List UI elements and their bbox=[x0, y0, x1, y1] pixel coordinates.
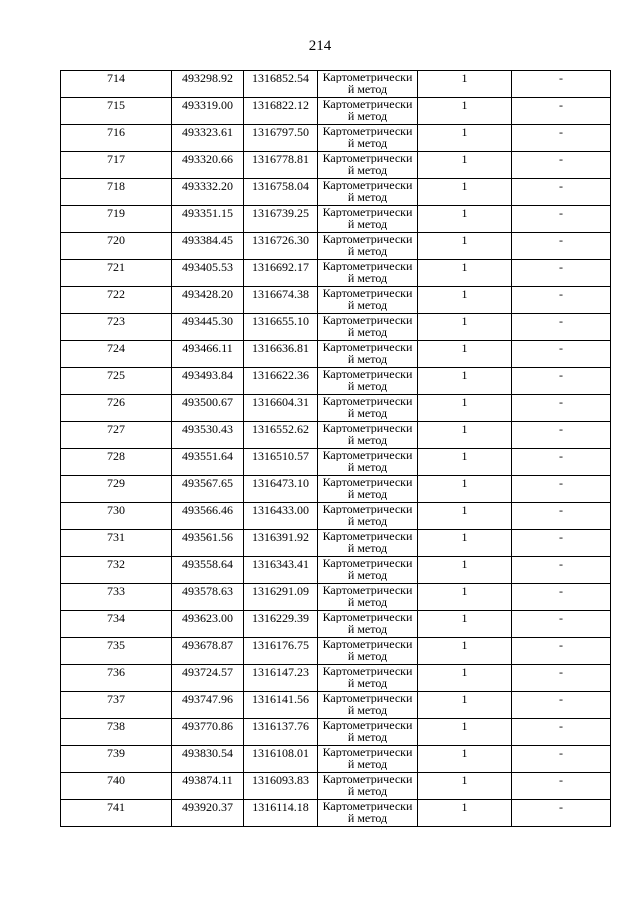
accuracy-cell: 1 bbox=[418, 368, 512, 395]
y-coordinate-cell: 1316108.01 bbox=[244, 746, 318, 773]
method-text-line1: Картометрически bbox=[322, 719, 413, 731]
point-number-cell: 740 bbox=[61, 773, 172, 800]
method-text-line1: Картометрически bbox=[322, 746, 413, 758]
table-row bbox=[61, 773, 611, 800]
description-cell: - bbox=[512, 125, 611, 152]
coordinates-table bbox=[60, 70, 611, 827]
point-number-cell: 726 bbox=[61, 395, 172, 422]
method-cell bbox=[318, 530, 418, 557]
method-text-line1: Картометрически bbox=[322, 368, 413, 380]
description-cell: - bbox=[512, 260, 611, 287]
accuracy-cell: 1 bbox=[418, 152, 512, 179]
point-number-cell: 715 bbox=[61, 98, 172, 125]
accuracy-cell: 1 bbox=[418, 179, 512, 206]
x-coordinate-cell: 493298.92 bbox=[172, 71, 244, 98]
x-coordinate-cell: 493332.20 bbox=[172, 179, 244, 206]
method-text-line2: й метод bbox=[347, 704, 388, 716]
method-cell bbox=[318, 125, 418, 152]
method-text-line2: й метод bbox=[347, 272, 388, 284]
method-cell bbox=[318, 746, 418, 773]
accuracy-cell: 1 bbox=[418, 422, 512, 449]
description-cell: - bbox=[512, 557, 611, 584]
method-cell bbox=[318, 71, 418, 98]
method-text-line1: Картометрически bbox=[322, 665, 413, 677]
point-number-cell: 733 bbox=[61, 584, 172, 611]
method-cell bbox=[318, 557, 418, 584]
method-cell bbox=[318, 611, 418, 638]
table-row bbox=[61, 395, 611, 422]
x-coordinate-cell: 493874.11 bbox=[172, 773, 244, 800]
page-number: 214 bbox=[308, 38, 332, 54]
description-cell: - bbox=[512, 611, 611, 638]
method-cell bbox=[318, 152, 418, 179]
method-text-line1: Картометрически bbox=[322, 692, 413, 704]
accuracy-cell: 1 bbox=[418, 341, 512, 368]
y-coordinate-cell: 1316137.76 bbox=[244, 719, 318, 746]
x-coordinate-cell: 493320.66 bbox=[172, 152, 244, 179]
method-text-line2: й метод bbox=[347, 461, 388, 473]
accuracy-cell: 1 bbox=[418, 557, 512, 584]
y-coordinate-cell: 1316622.36 bbox=[244, 368, 318, 395]
method-text-line2: й метод bbox=[347, 731, 388, 743]
table-row bbox=[61, 665, 611, 692]
method-text-line2: й метод bbox=[347, 245, 388, 257]
coordinates-table-body bbox=[61, 71, 611, 827]
method-cell bbox=[318, 341, 418, 368]
method-cell bbox=[318, 314, 418, 341]
point-number-cell: 734 bbox=[61, 611, 172, 638]
point-number-cell: 737 bbox=[61, 692, 172, 719]
point-number-cell: 719 bbox=[61, 206, 172, 233]
description-cell: - bbox=[512, 341, 611, 368]
y-coordinate-cell: 1316692.17 bbox=[244, 260, 318, 287]
accuracy-cell: 1 bbox=[418, 746, 512, 773]
point-number-cell: 724 bbox=[61, 341, 172, 368]
method-text-line2: й метод bbox=[347, 299, 388, 311]
method-text-line1: Картометрически bbox=[322, 206, 413, 218]
description-cell: - bbox=[512, 368, 611, 395]
accuracy-cell: 1 bbox=[418, 692, 512, 719]
x-coordinate-cell: 493920.37 bbox=[172, 800, 244, 827]
method-cell bbox=[318, 719, 418, 746]
point-number-cell: 727 bbox=[61, 422, 172, 449]
method-text-line1: Картометрически bbox=[322, 584, 413, 596]
accuracy-cell: 1 bbox=[418, 206, 512, 233]
y-coordinate-cell: 1316291.09 bbox=[244, 584, 318, 611]
method-text-line2: й метод bbox=[347, 488, 388, 500]
method-text-line1: Картометрически bbox=[322, 800, 413, 812]
method-text-line2: й метод bbox=[347, 758, 388, 770]
table-row bbox=[61, 503, 611, 530]
point-number-cell: 729 bbox=[61, 476, 172, 503]
method-text-line1: Картометрически bbox=[322, 125, 413, 137]
description-cell: - bbox=[512, 665, 611, 692]
table-row bbox=[61, 638, 611, 665]
description-cell: - bbox=[512, 422, 611, 449]
accuracy-cell: 1 bbox=[418, 98, 512, 125]
method-cell bbox=[318, 260, 418, 287]
description-cell: - bbox=[512, 503, 611, 530]
method-cell bbox=[318, 206, 418, 233]
x-coordinate-cell: 493551.64 bbox=[172, 449, 244, 476]
table-row bbox=[61, 152, 611, 179]
x-coordinate-cell: 493500.67 bbox=[172, 395, 244, 422]
description-cell: - bbox=[512, 98, 611, 125]
point-number-cell: 723 bbox=[61, 314, 172, 341]
method-text-line1: Картометрически bbox=[322, 476, 413, 488]
method-text-line2: й метод bbox=[347, 434, 388, 446]
description-cell: - bbox=[512, 179, 611, 206]
method-text-line1: Картометрически bbox=[322, 287, 413, 299]
method-text-line1: Картометрически bbox=[322, 152, 413, 164]
accuracy-cell: 1 bbox=[418, 260, 512, 287]
description-cell: - bbox=[512, 314, 611, 341]
table-row bbox=[61, 98, 611, 125]
description-cell: - bbox=[512, 476, 611, 503]
table-row bbox=[61, 530, 611, 557]
accuracy-cell: 1 bbox=[418, 800, 512, 827]
point-number-cell: 731 bbox=[61, 530, 172, 557]
table-row bbox=[61, 800, 611, 827]
method-text-line2: й метод bbox=[347, 326, 388, 338]
y-coordinate-cell: 1316674.38 bbox=[244, 287, 318, 314]
method-text-line1: Картометрически bbox=[322, 395, 413, 407]
table-row bbox=[61, 341, 611, 368]
x-coordinate-cell: 493445.30 bbox=[172, 314, 244, 341]
description-cell: - bbox=[512, 152, 611, 179]
point-number-cell: 730 bbox=[61, 503, 172, 530]
y-coordinate-cell: 1316229.39 bbox=[244, 611, 318, 638]
y-coordinate-cell: 1316343.41 bbox=[244, 557, 318, 584]
description-cell: - bbox=[512, 584, 611, 611]
x-coordinate-cell: 493405.53 bbox=[172, 260, 244, 287]
x-coordinate-cell: 493558.64 bbox=[172, 557, 244, 584]
method-text-line2: й метод bbox=[347, 218, 388, 230]
method-text-line1: Картометрически bbox=[322, 530, 413, 542]
x-coordinate-cell: 493384.45 bbox=[172, 233, 244, 260]
method-text-line2: й метод bbox=[347, 137, 388, 149]
accuracy-cell: 1 bbox=[418, 719, 512, 746]
method-text-line2: й метод bbox=[347, 785, 388, 797]
x-coordinate-cell: 493566.46 bbox=[172, 503, 244, 530]
y-coordinate-cell: 1316114.18 bbox=[244, 800, 318, 827]
x-coordinate-cell: 493724.57 bbox=[172, 665, 244, 692]
method-cell bbox=[318, 422, 418, 449]
x-coordinate-cell: 493770.86 bbox=[172, 719, 244, 746]
x-coordinate-cell: 493578.63 bbox=[172, 584, 244, 611]
method-text-line1: Картометрически bbox=[322, 71, 413, 83]
method-text-line2: й метод bbox=[347, 542, 388, 554]
accuracy-cell: 1 bbox=[418, 530, 512, 557]
accuracy-cell: 1 bbox=[418, 638, 512, 665]
x-coordinate-cell: 493319.00 bbox=[172, 98, 244, 125]
description-cell: - bbox=[512, 71, 611, 98]
method-cell bbox=[318, 692, 418, 719]
method-text-line2: й метод bbox=[347, 596, 388, 608]
accuracy-cell: 1 bbox=[418, 233, 512, 260]
y-coordinate-cell: 1316739.25 bbox=[244, 206, 318, 233]
x-coordinate-cell: 493351.15 bbox=[172, 206, 244, 233]
x-coordinate-cell: 493623.00 bbox=[172, 611, 244, 638]
method-text-line2: й метод bbox=[347, 569, 388, 581]
y-coordinate-cell: 1316726.30 bbox=[244, 233, 318, 260]
accuracy-cell: 1 bbox=[418, 287, 512, 314]
method-text-line2: й метод bbox=[347, 623, 388, 635]
accuracy-cell: 1 bbox=[418, 584, 512, 611]
table-row bbox=[61, 314, 611, 341]
table-row bbox=[61, 125, 611, 152]
table-row bbox=[61, 611, 611, 638]
accuracy-cell: 1 bbox=[418, 125, 512, 152]
method-text-line2: й метод bbox=[347, 677, 388, 689]
method-cell bbox=[318, 179, 418, 206]
y-coordinate-cell: 1316176.75 bbox=[244, 638, 318, 665]
method-cell bbox=[318, 287, 418, 314]
method-text-line1: Картометрически bbox=[322, 773, 413, 785]
point-number-cell: 741 bbox=[61, 800, 172, 827]
table-row bbox=[61, 557, 611, 584]
description-cell: - bbox=[512, 719, 611, 746]
table-row bbox=[61, 584, 611, 611]
point-number-cell: 738 bbox=[61, 719, 172, 746]
point-number-cell: 717 bbox=[61, 152, 172, 179]
method-text-line1: Картометрически bbox=[322, 98, 413, 110]
accuracy-cell: 1 bbox=[418, 314, 512, 341]
method-cell bbox=[318, 800, 418, 827]
method-text-line1: Картометрически bbox=[322, 260, 413, 272]
accuracy-cell: 1 bbox=[418, 773, 512, 800]
y-coordinate-cell: 1316391.92 bbox=[244, 530, 318, 557]
method-text-line1: Картометрически bbox=[322, 341, 413, 353]
y-coordinate-cell: 1316473.10 bbox=[244, 476, 318, 503]
method-cell bbox=[318, 368, 418, 395]
description-cell: - bbox=[512, 449, 611, 476]
method-text-line2: й метод bbox=[347, 380, 388, 392]
table-row bbox=[61, 287, 611, 314]
table-row bbox=[61, 71, 611, 98]
table-row bbox=[61, 746, 611, 773]
method-cell bbox=[318, 773, 418, 800]
point-number-cell: 732 bbox=[61, 557, 172, 584]
accuracy-cell: 1 bbox=[418, 503, 512, 530]
point-number-cell: 739 bbox=[61, 746, 172, 773]
y-coordinate-cell: 1316655.10 bbox=[244, 314, 318, 341]
y-coordinate-cell: 1316852.54 bbox=[244, 71, 318, 98]
method-cell bbox=[318, 665, 418, 692]
method-cell bbox=[318, 503, 418, 530]
method-cell bbox=[318, 638, 418, 665]
table-row bbox=[61, 260, 611, 287]
x-coordinate-cell: 493323.61 bbox=[172, 125, 244, 152]
accuracy-cell: 1 bbox=[418, 449, 512, 476]
table-row bbox=[61, 206, 611, 233]
description-cell: - bbox=[512, 800, 611, 827]
method-text-line1: Картометрически bbox=[322, 611, 413, 623]
description-cell: - bbox=[512, 287, 611, 314]
x-coordinate-cell: 493466.11 bbox=[172, 341, 244, 368]
method-text-line1: Картометрически bbox=[322, 179, 413, 191]
point-number-cell: 718 bbox=[61, 179, 172, 206]
table-row bbox=[61, 719, 611, 746]
method-text-line2: й метод bbox=[347, 353, 388, 365]
y-coordinate-cell: 1316510.57 bbox=[244, 449, 318, 476]
x-coordinate-cell: 493747.96 bbox=[172, 692, 244, 719]
accuracy-cell: 1 bbox=[418, 665, 512, 692]
table-row bbox=[61, 449, 611, 476]
y-coordinate-cell: 1316758.04 bbox=[244, 179, 318, 206]
table-row bbox=[61, 422, 611, 449]
y-coordinate-cell: 1316778.81 bbox=[244, 152, 318, 179]
method-text-line2: й метод bbox=[347, 650, 388, 662]
x-coordinate-cell: 493830.54 bbox=[172, 746, 244, 773]
point-number-cell: 736 bbox=[61, 665, 172, 692]
point-number-cell: 728 bbox=[61, 449, 172, 476]
y-coordinate-cell: 1316141.56 bbox=[244, 692, 318, 719]
x-coordinate-cell: 493530.43 bbox=[172, 422, 244, 449]
description-cell: - bbox=[512, 746, 611, 773]
method-cell bbox=[318, 233, 418, 260]
y-coordinate-cell: 1316636.81 bbox=[244, 341, 318, 368]
y-coordinate-cell: 1316604.31 bbox=[244, 395, 318, 422]
method-cell bbox=[318, 98, 418, 125]
description-cell: - bbox=[512, 773, 611, 800]
description-cell: - bbox=[512, 395, 611, 422]
method-text-line1: Картометрически bbox=[322, 557, 413, 569]
x-coordinate-cell: 493678.87 bbox=[172, 638, 244, 665]
x-coordinate-cell: 493428.20 bbox=[172, 287, 244, 314]
method-text-line1: Картометрически bbox=[322, 422, 413, 434]
method-text-line1: Картометрически bbox=[322, 638, 413, 650]
y-coordinate-cell: 1316552.62 bbox=[244, 422, 318, 449]
description-cell: - bbox=[512, 692, 611, 719]
table-row bbox=[61, 692, 611, 719]
accuracy-cell: 1 bbox=[418, 395, 512, 422]
method-text-line1: Картометрически bbox=[322, 233, 413, 245]
method-text-line1: Картометрически bbox=[322, 314, 413, 326]
point-number-cell: 721 bbox=[61, 260, 172, 287]
point-number-cell: 720 bbox=[61, 233, 172, 260]
method-cell bbox=[318, 449, 418, 476]
point-number-cell: 735 bbox=[61, 638, 172, 665]
accuracy-cell: 1 bbox=[418, 71, 512, 98]
y-coordinate-cell: 1316822.12 bbox=[244, 98, 318, 125]
x-coordinate-cell: 493567.65 bbox=[172, 476, 244, 503]
point-number-cell: 716 bbox=[61, 125, 172, 152]
y-coordinate-cell: 1316093.83 bbox=[244, 773, 318, 800]
method-text-line2: й метод bbox=[347, 812, 388, 824]
x-coordinate-cell: 493493.84 bbox=[172, 368, 244, 395]
method-text-line2: й метод bbox=[347, 407, 388, 419]
point-number-cell: 714 bbox=[61, 71, 172, 98]
description-cell: - bbox=[512, 206, 611, 233]
table-row bbox=[61, 368, 611, 395]
method-text-line1: Картометрически bbox=[322, 449, 413, 461]
y-coordinate-cell: 1316797.50 bbox=[244, 125, 318, 152]
method-text-line2: й метод bbox=[347, 164, 388, 176]
point-number-cell: 725 bbox=[61, 368, 172, 395]
accuracy-cell: 1 bbox=[418, 476, 512, 503]
table-row bbox=[61, 476, 611, 503]
accuracy-cell: 1 bbox=[418, 611, 512, 638]
method-cell bbox=[318, 584, 418, 611]
method-text-line2: й метод bbox=[347, 83, 388, 95]
table-row bbox=[61, 233, 611, 260]
point-number-cell: 722 bbox=[61, 287, 172, 314]
method-text-line2: й метод bbox=[347, 191, 388, 203]
method-cell bbox=[318, 476, 418, 503]
method-text-line2: й метод bbox=[347, 110, 388, 122]
y-coordinate-cell: 1316147.23 bbox=[244, 665, 318, 692]
table-row bbox=[61, 179, 611, 206]
description-cell: - bbox=[512, 530, 611, 557]
x-coordinate-cell: 493561.56 bbox=[172, 530, 244, 557]
method-text-line2: й метод bbox=[347, 515, 388, 527]
description-cell: - bbox=[512, 638, 611, 665]
y-coordinate-cell: 1316433.00 bbox=[244, 503, 318, 530]
description-cell: - bbox=[512, 233, 611, 260]
method-text-line1: Картометрически bbox=[322, 503, 413, 515]
method-cell bbox=[318, 395, 418, 422]
